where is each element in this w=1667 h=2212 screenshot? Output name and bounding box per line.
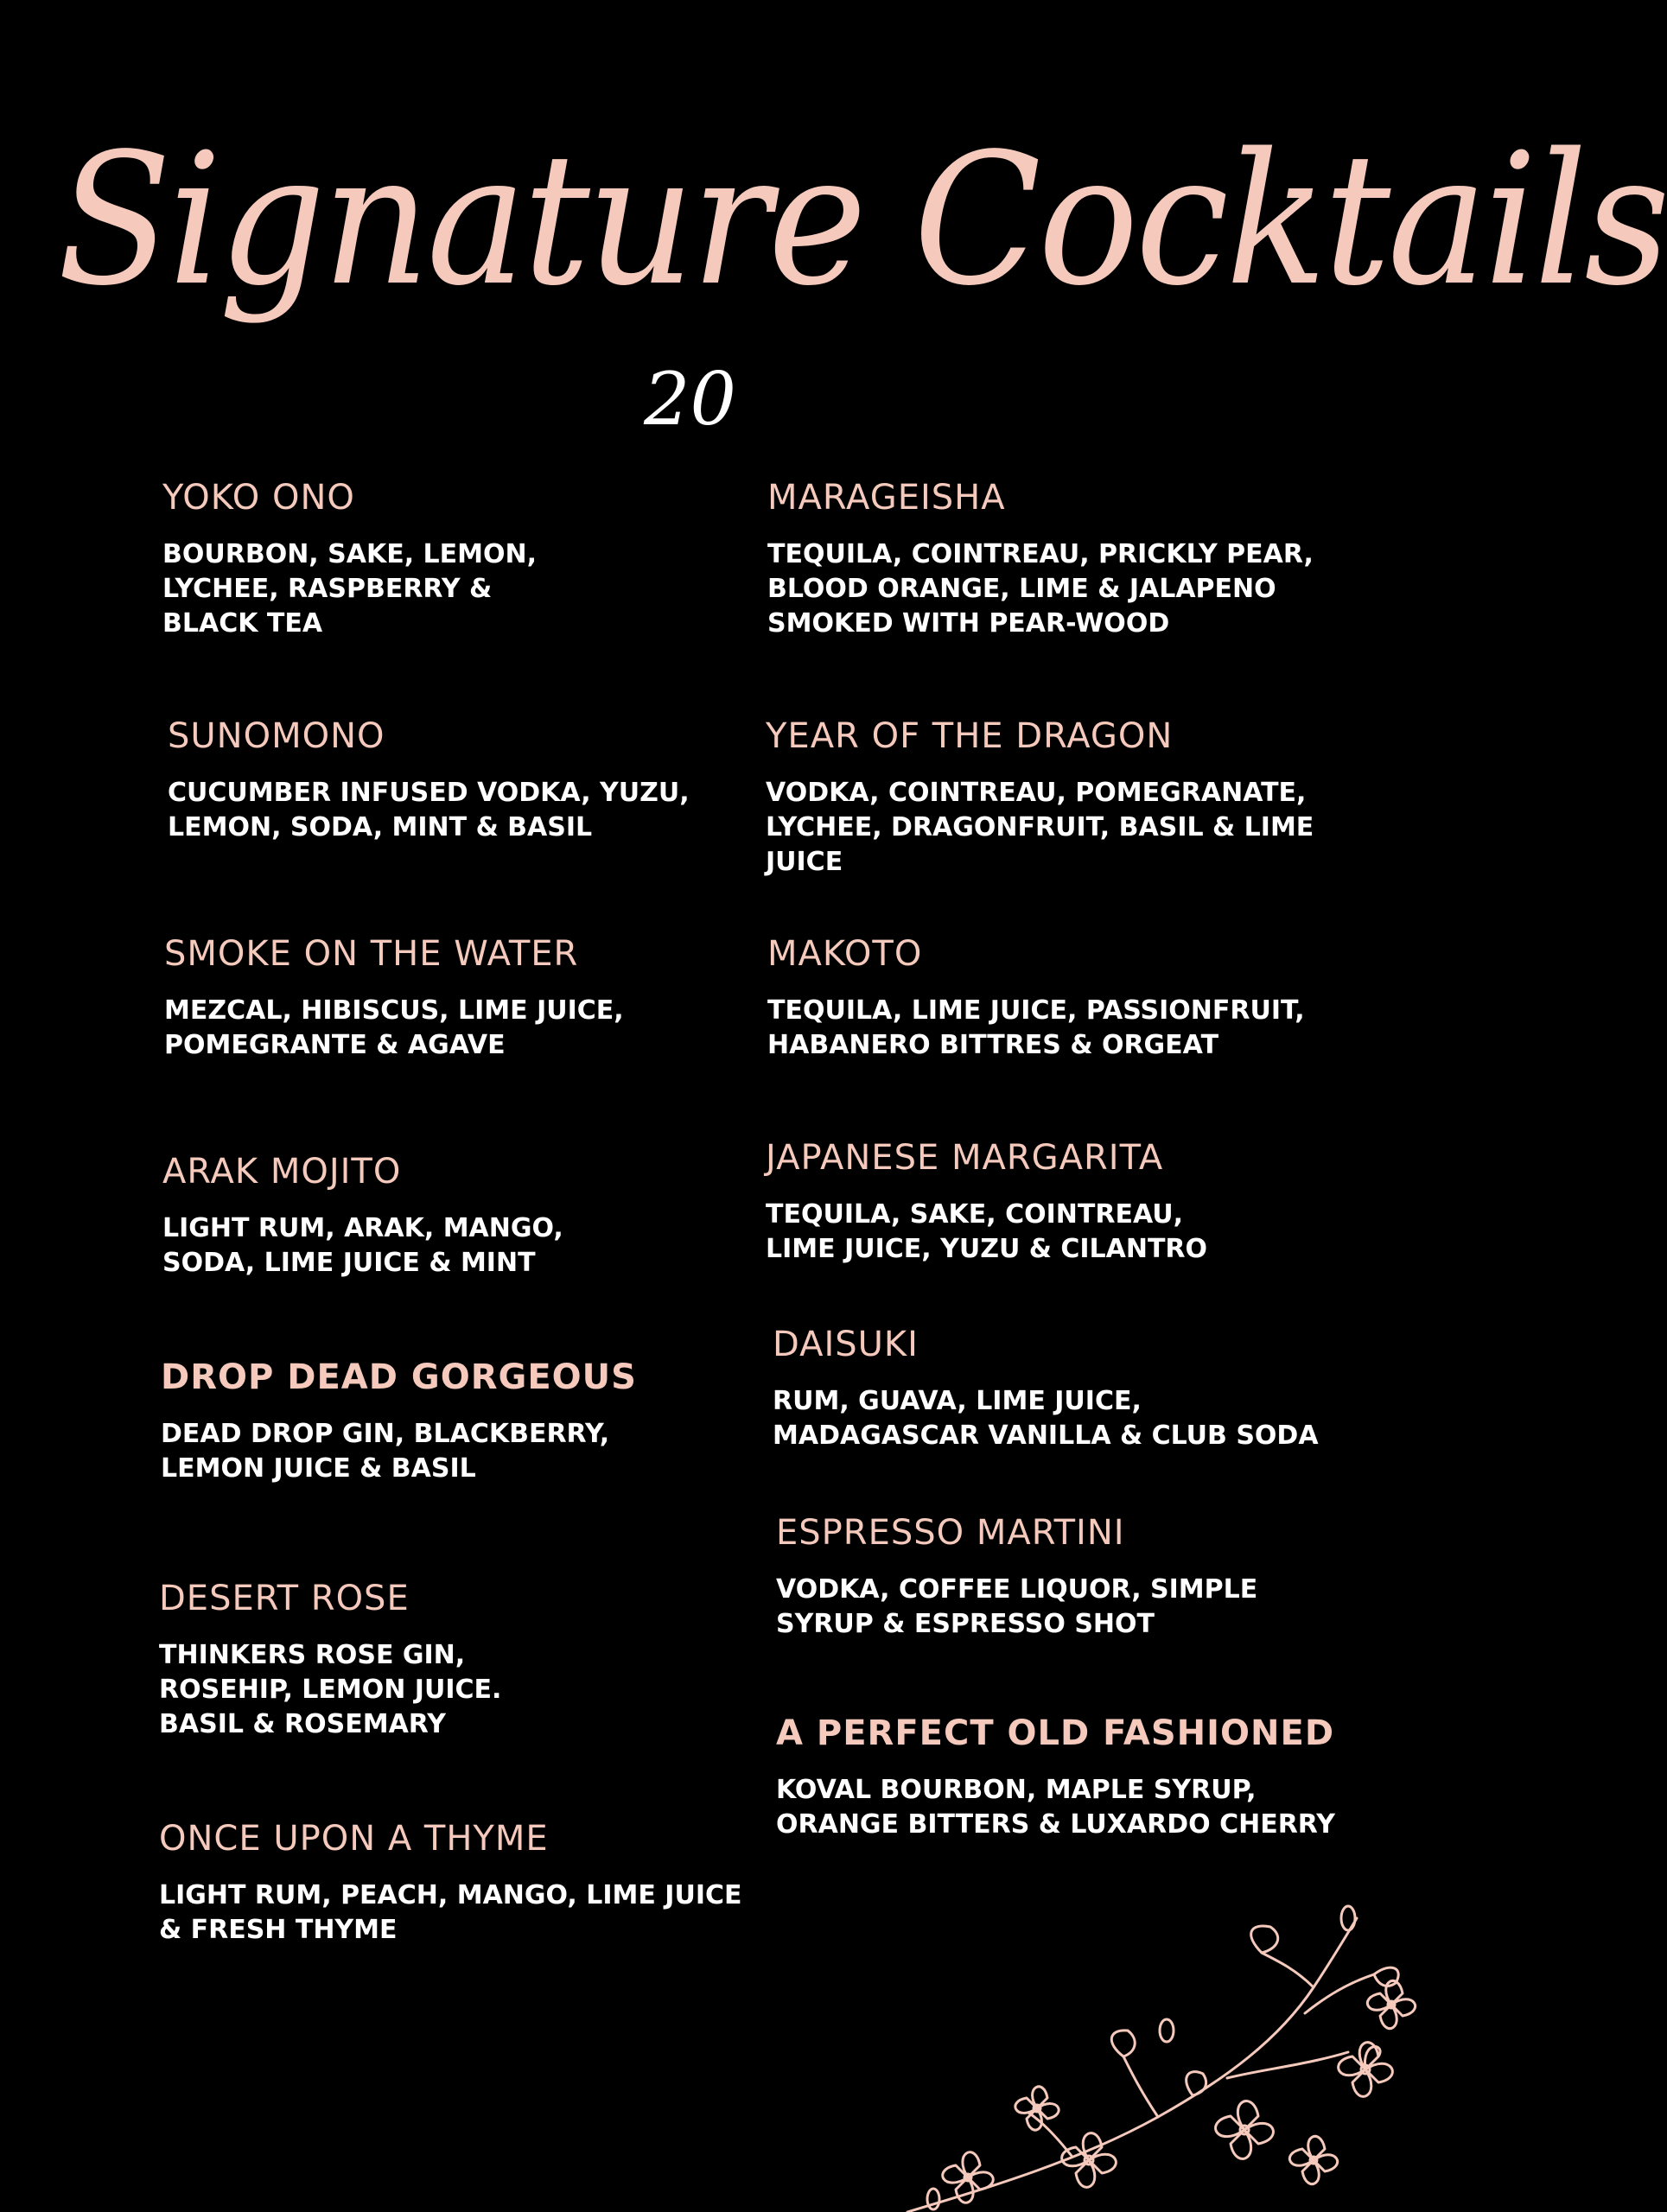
item-name: MAKOTO <box>767 934 923 974</box>
item-name: ONCE UPON A THYME <box>159 1819 549 1859</box>
item-description: RUM, GUAVA, LIME JUICE, MADAGASCAR VANILLA & CLUB SODA <box>773 1386 1319 1451</box>
item-description: TEQUILA, COINTREAU, PRICKLY PEAR, BLOOD ORANGE, LIME & JALAPENO SMOKED WITH PEAR-WOOD <box>767 539 1314 639</box>
menu-title: Signature Cocktails <box>57 114 1667 326</box>
menu-item-japanese-margarita <box>766 1137 1207 1267</box>
item-description: MEZCAL, HIBISCUS, LIME JUICE, POMEGRANTE & AGAVE <box>164 995 624 1060</box>
item-description: LIGHT RUM, PEACH, MANGO, LIME JUICE & FRESH THYME <box>159 1880 742 1945</box>
item-name: YEAR OF THE DRAGON <box>766 716 1174 756</box>
item-description: KOVAL BOURBON, MAPLE SYRUP, ORANGE BITTERS & LUXARDO CHERRY <box>776 1775 1335 1840</box>
item-description: LIGHT RUM, ARAK, MANGO, SODA, LIME JUICE & MINT <box>162 1213 563 1278</box>
item-description: DEAD DROP GIN, BLACKBERRY, LEMON JUICE & BASIL <box>161 1419 610 1484</box>
item-description: VODKA, COINTREAU, POMEGRANATE, LYCHEE, DRAGONFRUIT, BASIL & LIME JUICE <box>766 778 1314 877</box>
item-name: DESERT ROSE <box>159 1579 410 1618</box>
item-description: BOURBON, SAKE, LEMON, LYCHEE, RASPBERRY & BLACK TEA <box>162 539 538 639</box>
menu-item-espresso-martini <box>776 1512 1257 1642</box>
menu-item-sunomono <box>168 715 690 845</box>
menu-item-makoto <box>767 933 1305 1063</box>
item-name: YOKO ONO <box>162 478 355 518</box>
menu-item-yoko-ono <box>162 477 537 641</box>
menu-price: 20 <box>644 357 736 442</box>
item-description: CUCUMBER INFUSED VODKA, YUZU, LEMON, SODA, MINT & BASIL <box>168 778 690 842</box>
menu-item-desert-rose <box>159 1578 501 1742</box>
item-name: MARAGEISHA <box>767 478 1006 518</box>
item-description: VODKA, COFFEE LIQUOR, SIMPLE SYRUP & ESPRESSO SHOT <box>776 1574 1258 1639</box>
menu-item-drop-dead-gorgeous <box>161 1357 637 1486</box>
item-name: JAPANESE MARGARITA <box>766 1138 1164 1178</box>
item-name: SUNOMONO <box>168 716 385 756</box>
item-description: THINKERS ROSE GIN, ROSEHIP, LEMON JUICE. BASIL & ROSEMARY <box>159 1640 502 1739</box>
item-name: DAISUKI <box>773 1325 919 1364</box>
item-name: DROP DEAD GORGEOUS <box>161 1357 637 1397</box>
menu-item-smoke-on-the-water <box>164 933 624 1063</box>
menu-item-daisuki <box>773 1324 1319 1453</box>
menu-item-once-upon-a-thyme <box>159 1818 742 1948</box>
menu-item-year-of-the-dragon <box>766 715 1314 880</box>
item-name: ESPRESSO MARTINI <box>776 1513 1125 1553</box>
item-description: TEQUILA, SAKE, COINTREAU, LIME JUICE, YUZU & CILANTRO <box>766 1199 1208 1264</box>
item-name: A PERFECT OLD FASHIONED <box>776 1713 1335 1753</box>
menu-item-marageisha <box>767 477 1314 641</box>
item-name: ARAK MOJITO <box>162 1152 402 1192</box>
item-name: SMOKE ON THE WATER <box>164 934 579 974</box>
menu-item-a-perfect-old-fashioned <box>776 1713 1335 1842</box>
cherry-blossom-branch-icon <box>709 1901 1431 2212</box>
menu-item-arak-mojito <box>162 1151 563 1281</box>
item-description: TEQUILA, LIME JUICE, PASSIONFRUIT, HABANERO BITTRES & ORGEAT <box>767 995 1305 1060</box>
